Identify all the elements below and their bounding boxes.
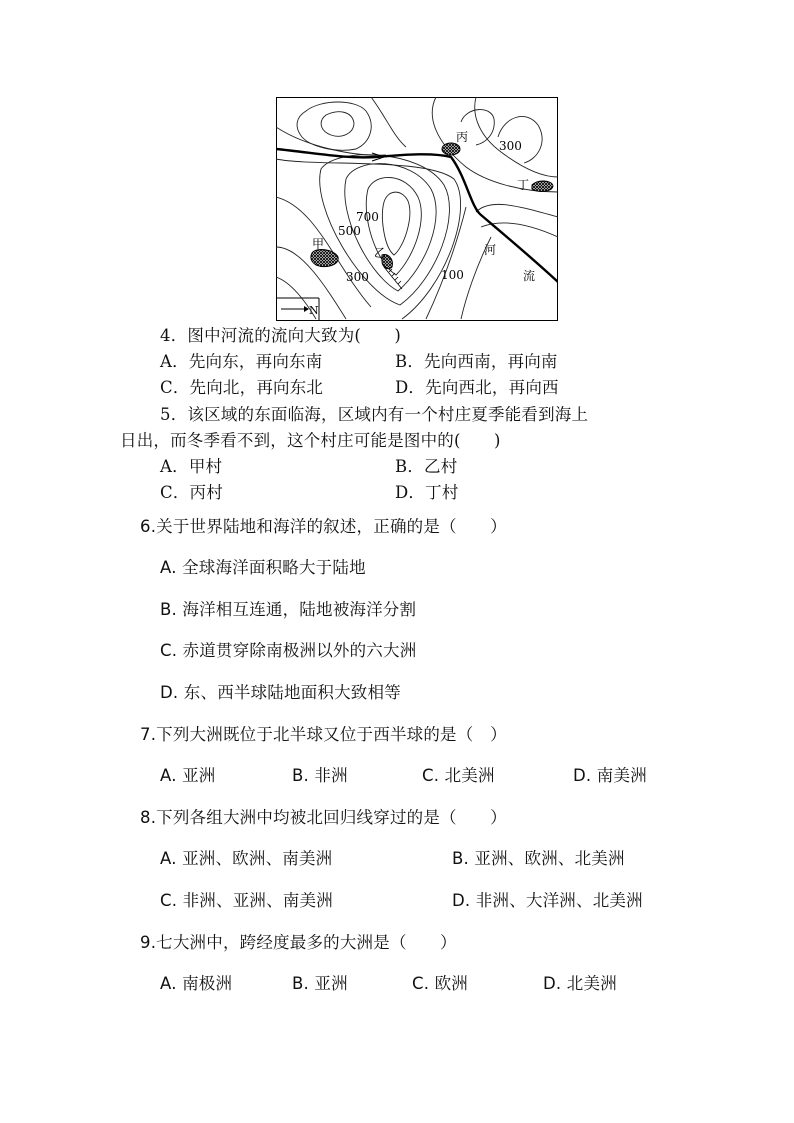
q4-stem: 4．图中河流的流向大致为( ) [160, 326, 402, 345]
label-100: 100 [441, 268, 464, 282]
village-bing [442, 143, 460, 155]
q9-option-c: C. 欧洲 [412, 974, 469, 993]
q6-option-d: D. 东、西半球陆地面积大致相等 [160, 683, 401, 702]
q7-option-d: D. 南美洲 [573, 766, 647, 785]
q4-option-a: A．先向东，再向东南 [160, 352, 323, 371]
village-ding [532, 181, 553, 191]
q8-option-d: D. 非洲、大洋洲、北美洲 [452, 891, 643, 910]
label-bing: 丙 [456, 130, 469, 144]
label-700: 700 [356, 210, 379, 224]
q8-option-a: A. 亚洲、欧洲、南美洲 [160, 849, 333, 868]
q5-option-b: B．乙村 [395, 457, 458, 476]
q4-option-b: B．先向西南，再向南 [395, 352, 558, 371]
q8-option-b: B. 亚洲、欧洲、北美洲 [452, 849, 625, 868]
q5-option-d: D．丁村 [395, 483, 459, 502]
q7-option-a: A. 亚洲 [160, 766, 216, 785]
q6-option-b: B. 海洋相互连通，陆地被海洋分割 [160, 600, 417, 619]
q9-option-a: A. 南极洲 [160, 974, 233, 993]
label-he: 河 [484, 243, 497, 257]
q5-option-c: C．丙村 [160, 483, 223, 502]
q4-option-d: D．先向西北，再向西 [395, 378, 559, 397]
label-jia: 甲 [312, 237, 325, 251]
q9-option-b: B. 亚洲 [292, 974, 348, 993]
q7-option-c: C. 北美洲 [422, 766, 495, 785]
map-frame [277, 98, 558, 321]
q8-option-c: C. 非洲、亚洲、南美洲 [160, 891, 333, 910]
label-ding: 丁 [517, 178, 530, 192]
q9-option-d: D. 北美洲 [543, 974, 617, 993]
q7-stem: 7.下列大洲既位于北半球又位于西半球的是（ ） [140, 725, 507, 744]
label-300-top: 300 [499, 139, 522, 153]
north-label: N [309, 304, 319, 317]
label-liu: 流 [523, 269, 536, 283]
q5-option-a: A．甲村 [160, 457, 223, 476]
contour-map [276, 97, 558, 321]
q7-option-b: B. 非洲 [292, 766, 348, 785]
q5-stem-line2: 日出，而冬季看不到，这个村庄可能是图中的( ) [120, 431, 501, 450]
label-yi: 乙 [374, 246, 387, 260]
q8-stem: 8.下列各组大洲中均被北回归线穿过的是（ ） [140, 808, 507, 827]
q6-stem: 6.关于世界陆地和海洋的叙述，正确的是（ ） [140, 517, 507, 536]
q4-option-c: C．先向北，再向东北 [160, 378, 324, 397]
q5-stem-line1: 5．该区域的东面临海，区域内有一个村庄夏季能看到海上 [160, 405, 589, 424]
label-300-bottom: 300 [346, 270, 369, 284]
label-500: 500 [338, 224, 361, 238]
q9-stem: 9.七大洲中，跨经度最多的大洲是（ ） [140, 933, 457, 952]
q6-option-a: A. 全球海洋面积略大于陆地 [160, 558, 366, 577]
q6-option-c: C. 赤道贯穿除南极洲以外的六大洲 [160, 641, 417, 660]
